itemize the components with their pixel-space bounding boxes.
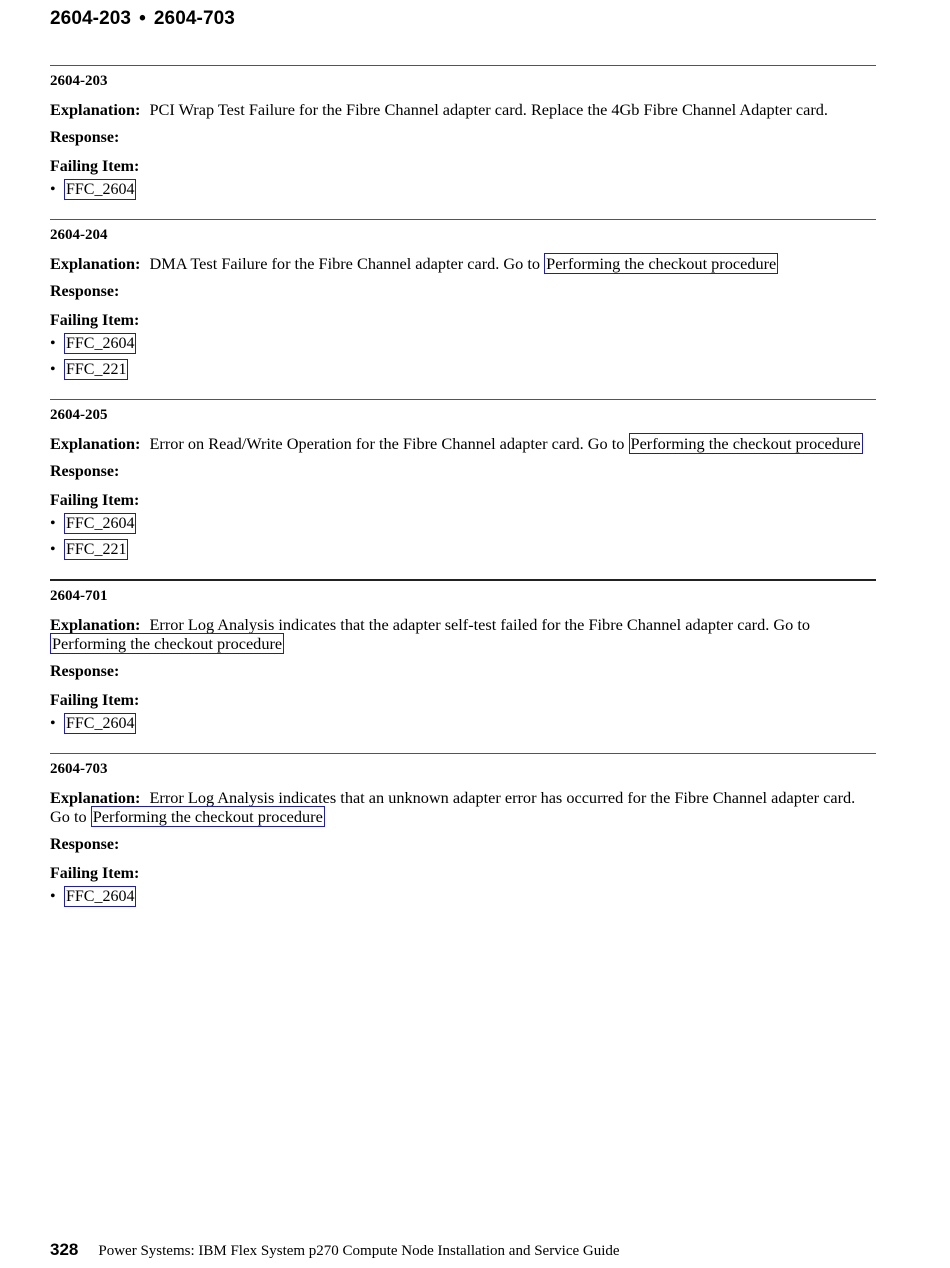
- failing-item-label: Failing Item:: [50, 158, 140, 175]
- bullet-icon: •: [50, 181, 56, 198]
- checkout-procedure-link[interactable]: Performing the checkout procedure: [630, 434, 861, 453]
- bullet-icon: •: [50, 361, 56, 378]
- explanation-text: DMA Test Failure for the Fibre Channel adapter card. Go to: [149, 254, 541, 273]
- failing-item-list: [50, 333, 876, 380]
- failing-item-link[interactable]: FFC_2604: [66, 181, 135, 198]
- explanation-label: Explanation:: [50, 788, 141, 807]
- list-item: [50, 513, 876, 534]
- bullet-icon: •: [50, 515, 56, 532]
- bullet-icon: •: [50, 715, 56, 732]
- response-label: Response:: [50, 463, 120, 480]
- list-item: [50, 179, 876, 200]
- error-code-list: [50, 65, 876, 926]
- list-item: [50, 359, 876, 380]
- explanation-text: Error Log Analysis indicates that an unknown adapter error has occurred for the Fibre Channel adapter card. Go to: [50, 788, 856, 826]
- error-entry-2604-203: [50, 65, 876, 219]
- page-footer: [50, 1240, 620, 1260]
- checkout-procedure-link[interactable]: Performing the checkout procedure: [52, 634, 283, 653]
- explanation-label: Explanation:: [50, 434, 141, 453]
- error-code: 2604-703: [50, 761, 108, 777]
- explanation-label: Explanation:: [50, 254, 141, 273]
- page-header: [50, 8, 235, 30]
- header-separator: •: [139, 8, 146, 29]
- response-label: Response:: [50, 283, 120, 300]
- failing-item-list: [50, 713, 876, 734]
- explanation: [50, 100, 876, 119]
- failing-item-label: Failing Item:: [50, 312, 140, 329]
- response-label: Response:: [50, 836, 120, 853]
- failing-item-link[interactable]: FFC_221: [66, 541, 127, 558]
- error-entry-2604-701: [50, 579, 876, 753]
- bullet-icon: •: [50, 335, 56, 352]
- explanation: [50, 615, 876, 653]
- explanation-label: Explanation:: [50, 615, 141, 634]
- list-item: [50, 886, 876, 907]
- list-item: [50, 333, 876, 354]
- error-code: 2604-204: [50, 227, 108, 243]
- failing-item-label: Failing Item:: [50, 865, 140, 882]
- bullet-icon: •: [50, 888, 56, 905]
- checkout-procedure-link[interactable]: Performing the checkout procedure: [92, 807, 323, 826]
- failing-item-link[interactable]: FFC_2604: [66, 335, 135, 352]
- explanation-text: Error Log Analysis indicates that the adapter self-test failed for the Fibre Channel adapter card. Go to: [149, 615, 811, 634]
- explanation-label: Explanation:: [50, 100, 141, 119]
- failing-item-link[interactable]: FFC_221: [66, 361, 127, 378]
- list-item: [50, 713, 876, 734]
- error-entry-2604-703: [50, 753, 876, 926]
- list-item: [50, 539, 876, 560]
- failing-item-label: Failing Item:: [50, 692, 140, 709]
- failing-item-list: [50, 179, 876, 200]
- explanation-text: Error on Read/Write Operation for the Fibre Channel adapter card. Go to: [149, 434, 625, 453]
- response-label: Response:: [50, 129, 120, 146]
- error-entry-2604-204: [50, 219, 876, 399]
- error-code: 2604-205: [50, 407, 108, 423]
- checkout-procedure-link[interactable]: Performing the checkout procedure: [546, 254, 777, 273]
- failing-item-label: Failing Item:: [50, 492, 140, 509]
- header-range-end: 2604-703: [153, 8, 235, 29]
- bullet-icon: •: [50, 541, 56, 558]
- failing-item-list: [50, 513, 876, 560]
- explanation: [50, 434, 876, 453]
- error-code: 2604-701: [50, 588, 108, 604]
- response-label: Response:: [50, 663, 120, 680]
- page-number: 328: [50, 1240, 79, 1259]
- failing-item-list: [50, 886, 876, 907]
- explanation: [50, 254, 876, 273]
- error-code: 2604-203: [50, 73, 108, 89]
- explanation-text: PCI Wrap Test Failure for the Fibre Channel adapter card. Replace the 4Gb Fibre Channel Adapter card.: [149, 100, 828, 119]
- header-range-start: 2604-203: [50, 8, 132, 29]
- error-entry-2604-205: [50, 399, 876, 579]
- failing-item-link[interactable]: FFC_2604: [66, 715, 135, 732]
- failing-item-link[interactable]: FFC_2604: [66, 888, 135, 905]
- explanation: [50, 788, 876, 826]
- failing-item-link[interactable]: FFC_2604: [66, 515, 135, 532]
- book-title: Power Systems: IBM Flex System p270 Compute Node Installation and Service Guide: [98, 1243, 620, 1259]
